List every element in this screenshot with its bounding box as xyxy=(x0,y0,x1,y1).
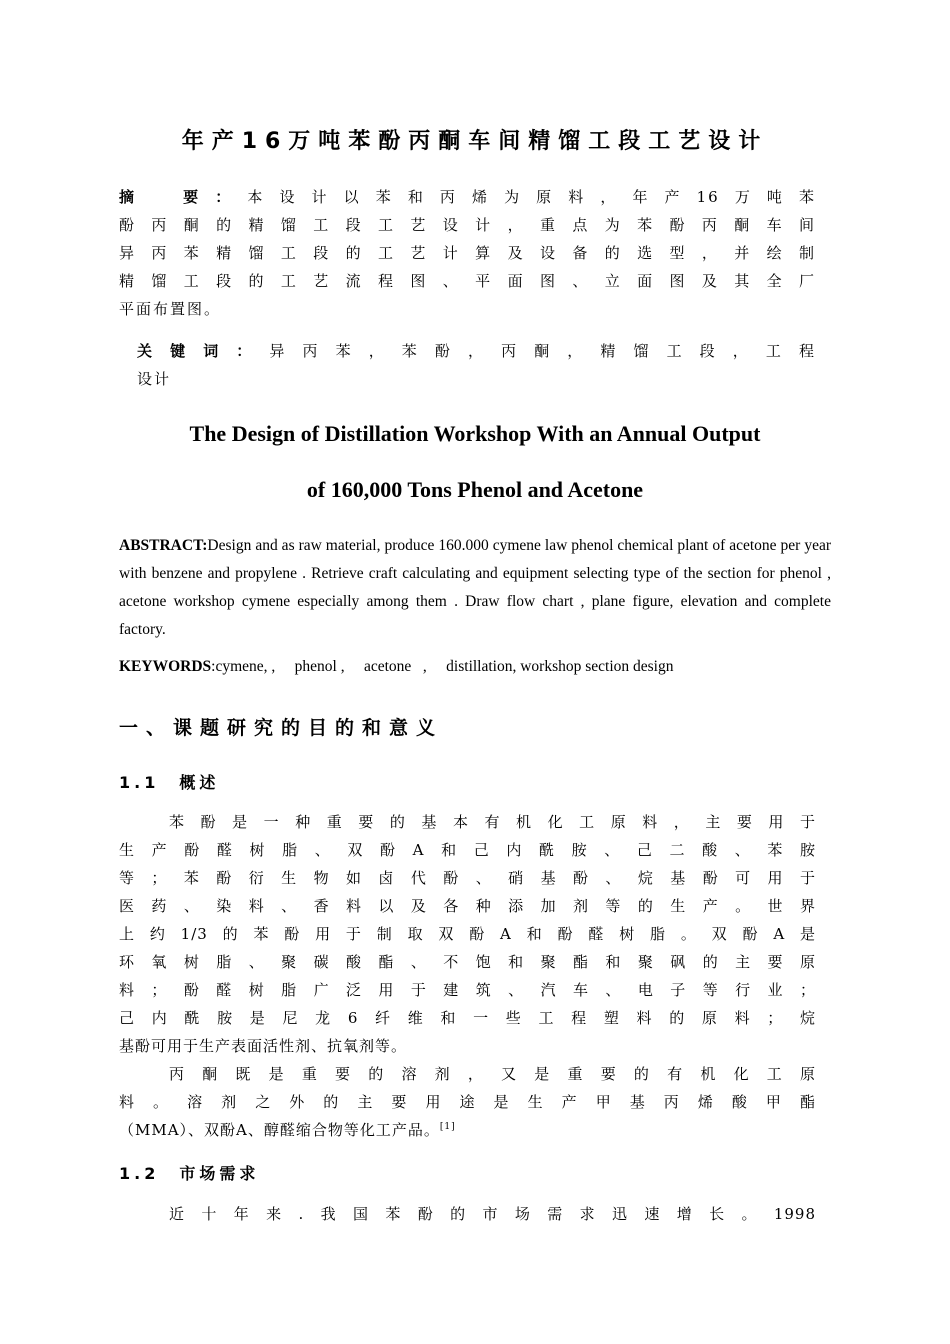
body-line: 料。溶剂之外的主要用途是生产甲基丙烯酸甲酯 xyxy=(119,1093,816,1111)
body-line: 近十年来.我国苯酚的市场需求迅速增长。1998 xyxy=(169,1205,816,1223)
body-line: 医药、染料、香料以及各种添加剂等的生产。世界 xyxy=(119,897,816,915)
body-line: 丙酮既是重要的溶剂，又是重要的有机化工原 xyxy=(169,1065,816,1083)
keywords-line-1: 关键词：异丙苯，苯酚，丙酮，精馏工段，工程 xyxy=(137,342,816,360)
abstract-line-1: 摘 要：本设计以苯和丙烯为原料，年产16万吨苯 xyxy=(119,188,816,206)
subsection-1-1-heading: 1.1 概述 xyxy=(119,773,220,792)
subsection-1-2-body xyxy=(119,1200,816,1228)
body-line: 上约1/3的苯酚用于制取双酚A和酚醛树脂。双酚A是 xyxy=(119,925,816,943)
subsection-1-2-heading: 1.2 市场需求 xyxy=(119,1164,260,1183)
english-abstract xyxy=(119,532,831,644)
keywords-label: 关键词： xyxy=(137,342,270,360)
chinese-abstract xyxy=(119,183,816,323)
chinese-keywords xyxy=(137,337,816,393)
subsection-1-1-body xyxy=(119,808,816,1144)
section-1-heading: 一、课题研究的目的和意义 xyxy=(119,717,444,739)
body-line: 料；酚醛树脂广泛用于建筑、汽车、电子等行业； xyxy=(119,981,816,999)
body-line: 苯酚是一种重要的基本有机化工原料，主要用于 xyxy=(169,813,816,831)
body-line: 生产酚醛树脂、双酚A和己内酰胺、己二酸、苯胺 xyxy=(119,841,816,859)
english-title-line-2: of 160,000 Tons Phenol and Acetone xyxy=(306,477,644,502)
chinese-title: 年产16万吨苯酚丙酮车间精馏工段工艺设计 xyxy=(181,129,769,154)
body-line: 环氧树脂、聚碳酸酯、不饱和聚酯和聚砜的主要原 xyxy=(119,953,816,971)
abstract-line-2: 酚丙酮的精馏工段工艺设计，重点为苯酚丙酮车间 xyxy=(119,216,816,234)
body-line: 等；苯酚衍生物如卤代酚、硝基酚、烷基酚可用于 xyxy=(119,869,816,887)
body-line: 基酚可用于生产表面活性剂、抗氧剂等。 xyxy=(119,1037,408,1055)
english-keywords-text: :cymene, , phenol , acetone , distillation, workshop section design xyxy=(211,658,674,675)
english-keywords xyxy=(119,658,674,676)
abstract-line-5: 平面布置图。 xyxy=(119,300,222,318)
english-keywords-label: KEYWORDS xyxy=(119,658,212,675)
keywords-line-2: 设计 xyxy=(137,370,172,388)
abstract-line-4: 精馏工段的工艺流程图、平面图、立面图及其全厂 xyxy=(119,272,816,290)
abstract-label: 摘 要： xyxy=(119,188,248,206)
body-line-with-citation: （MMA）、双酚A、醇醛缩合物等化工产品。[1] xyxy=(119,1121,456,1139)
english-abstract-label: ABSTRACT: xyxy=(119,537,208,554)
abstract-line-3: 异丙苯精馏工段的工艺计算及设备的选型，并绘制 xyxy=(119,244,816,262)
citation-marker: [1] xyxy=(439,1122,456,1132)
english-title-line-1: The Design of Distillation Workshop With an Annual Output xyxy=(189,421,761,446)
body-line: 己内酰胺是尼龙6纤维和一些工程塑料的原料；烷 xyxy=(119,1009,816,1027)
english-abstract-text: Design and as raw material, produce 160.000 cymene law phenol chemical plant of acetone per year with benzene and propylene . Retrieve craft calculating and equipment selecting type of the section for phenol , acetone workshop cymene especially among them . Draw flow chart , plane figure, elevation and complete factory. xyxy=(119,537,831,638)
